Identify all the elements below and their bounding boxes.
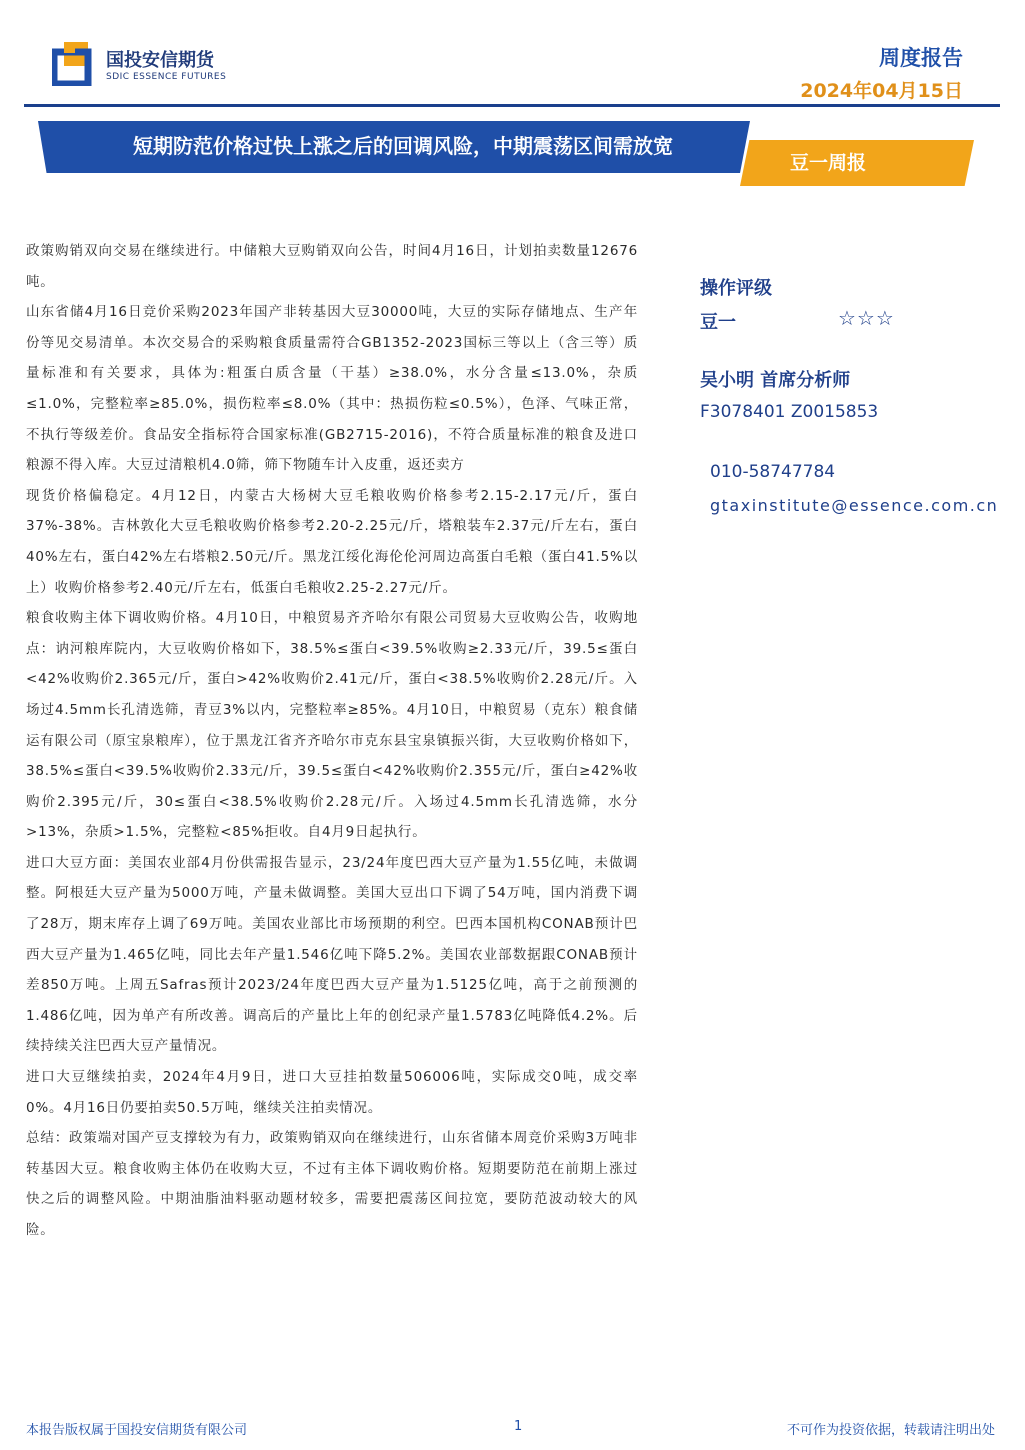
- report-tag: 豆一周报: [789, 152, 866, 174]
- paragraph-summary: 总结：政策端对国产豆支撑较为有力，政策购销双向在继续进行，山东省储本周竞价采购3万吨非转基因大豆。粮食收购主体仍在收购大豆，不过有主体下调收购价格。短期要防范在前期上涨过快之后的调整风险。中期油脂油料驱动题材较多，需要把震荡区间拉宽，要防范波动较大的风险。: [26, 1130, 638, 1238]
- paragraph-shandong-reserve: 山东省储4月16日竞价采购2023年国产非转基因大豆30000吨，大豆的实际存储地点、生产年份等见交易清单。本次交易合的采购粮食质量需符合GB1352-2023国标三等以上（含三等）质量标准和有关要求，具体为:粗蛋白质含量（干基）≥38.0%，水分含量≤13.0%，杂质≤1.0%，完整粒率≥85.0%，损伤粒率≤8.0%（其中：热损伤粒≤0.5%），色泽、气味正常，不执行等级差价。食品安全指标符合国家标准(GB2715-2016)，不符合质量标准的粮食及进口粮源不得入库。大豆过清粮机4.0筛，筛下物随车计入皮重，返还卖方: [26, 304, 638, 474]
- contact-phone: 010-58747784: [710, 462, 836, 482]
- logo-mark-icon: [52, 42, 96, 86]
- page-number: 1: [514, 1419, 523, 1434]
- report-body: [26, 236, 638, 1246]
- header-divider: [24, 104, 1000, 107]
- paragraph-import-auction: 进口大豆继续拍卖，2024年4月9日，进口大豆挂拍数量506006吨，实际成交0吨，成交率0%。4月16日仍要拍卖50.5万吨，继续关注拍卖情况。: [26, 1069, 638, 1116]
- paragraph-import-soybean: 进口大豆方面：美国农业部4月份供需报告显示，23/24年度巴西大豆产量为1.55亿吨，未做调整。阿根廷大豆产量为5000万吨，产量未做调整。美国大豆出口下调了54万吨，国内消费下调了28万，期末库存上调了69万吨。美国农业部比市场预期的利空。巴西本国机构CONAB预计巴西大豆产量为1.465亿吨，同比去年产量1.546亿吨下降5.2%。美国农业部数据跟CONAB预计差850万吨。上周五Safras预计2023/24年度巴西大豆产量为1.5125亿吨，高于之前预测的1.486亿吨，因为单产有所改善。调高后的产量比上年的创纪录产量1.5783亿吨降低4.2%。后续持续关注巴西大豆产量情况。: [26, 854, 638, 1055]
- logo-en-text: SDIC ESSENCE FUTURES: [106, 72, 227, 82]
- paragraph-purchase-price: 粮食收购主体下调收购价格。4月10日，中粮贸易齐齐哈尔有限公司贸易大豆收购公告，收购地点：讷河粮库院内，大豆收购价格如下，38.5%≤蛋白<39.5%收购≥2.33元/斤，39.5≤蛋白<42%收购价2.365元/斤，蛋白>42%收购价2.41元/斤，蛋白<38.5%收购价2.28元/斤。入场过4.5mm长孔清选筛，青豆3%以内，完整粒率≥85%。4月10日，中粮贸易（克东）粮食储运有限公司（原宝泉粮库），位于黑龙江省齐齐哈尔市克东县宝泉镇振兴街，大豆收购价格如下，38.5%≤蛋白<39.5%收购价2.33元/斤，39.5≤蛋白<42%收购价2.355元/斤，蛋白≥42%收购价2.395元/斤，30≤蛋白<38.5%收购价2.28元/斤。入场过4.5mm长孔清选筛，水分>13%，杂质>1.5%，完整粒<85%拒收。自4月9日起执行。: [26, 610, 638, 841]
- rating-stars-icon: ☆☆☆: [838, 306, 895, 330]
- company-logo: [52, 42, 232, 90]
- analyst-name: 吴小明 首席分析师: [700, 370, 851, 391]
- rating-title: 操作评级: [700, 278, 772, 299]
- analyst-license: F3078401 Z0015853: [700, 402, 879, 422]
- report-title: 短期防范价格过快上涨之后的回调风险，中期震荡区间需放宽: [133, 134, 673, 158]
- contact-email[interactable]: gtaxinstitute@essence.com.cn: [710, 496, 999, 515]
- logo-cn-text: 国投安信期货: [106, 50, 214, 71]
- footer-copyright: 本报告版权属于国投安信期货有限公司: [26, 1423, 248, 1438]
- report-type: 周度报告: [879, 46, 963, 70]
- paragraph-spot-price: 现货价格偏稳定。4月12日，内蒙古大杨树大豆毛粮收购价格参考2.15-2.17元/斤，蛋白37%-38%。吉林敦化大豆毛粮收购价格参考2.20-2.25元/斤，塔粮装车2.37元/斤左右，蛋白40%左右，蛋白42%左右塔粮2.50元/斤。黑龙江绥化海伦伦河周边高蛋白毛粮（蛋白41.5%以上）收购价格参考2.40元/斤左右，低蛋白毛粮收2.25-2.27元/斤。: [26, 487, 638, 596]
- report-date: 2024年04月15日: [800, 80, 963, 102]
- footer-disclaimer: 不可作为投资依据，转载请注明出处: [786, 1423, 995, 1438]
- paragraph-policy: 政策购销双向交易在继续进行。中储粮大豆购销双向公告，时间4月16日，计划拍卖数量12676吨。: [26, 243, 638, 290]
- rating-item: 豆一: [700, 312, 736, 333]
